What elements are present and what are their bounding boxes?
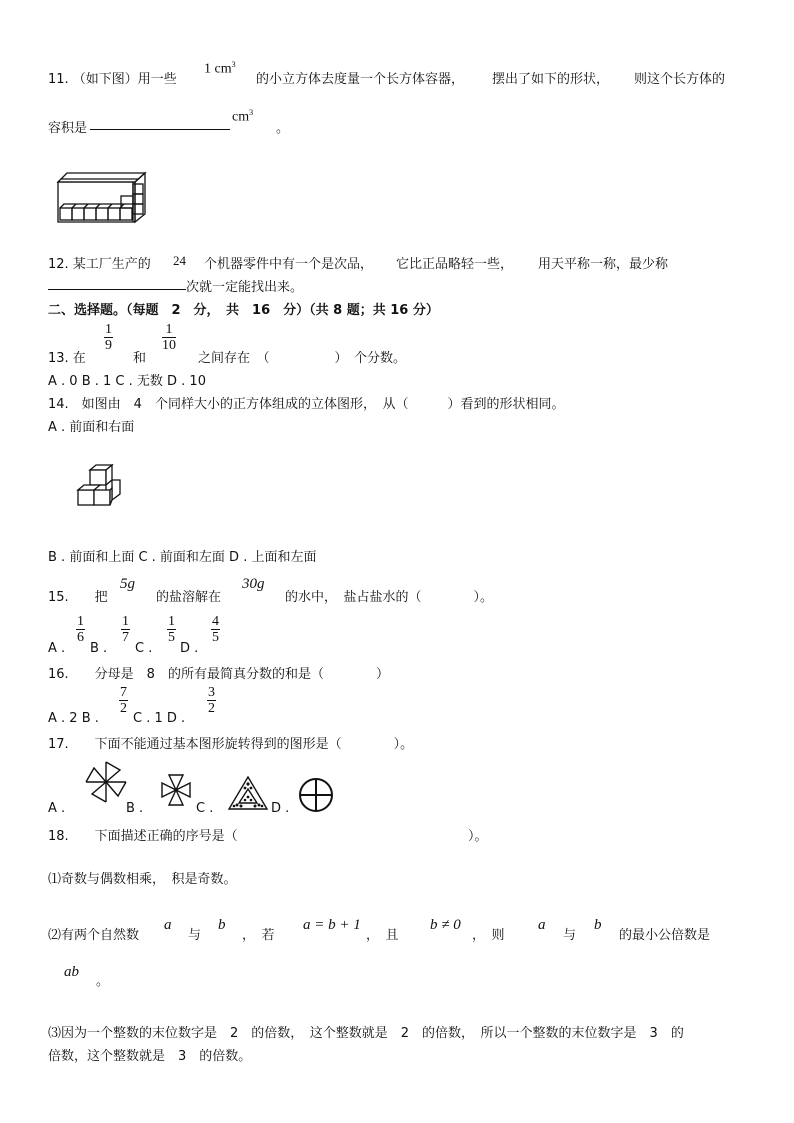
q18-statement-1: ⑴奇数与偶数相乘， 积是奇数。	[48, 872, 237, 887]
q15-salt-mass: 5g	[120, 576, 135, 592]
q13-fraction-1: $\frac{1}{9}$	[105, 322, 112, 353]
q16-fraction-d: $\frac{3}{2}$	[208, 685, 215, 716]
q12-num: 24	[173, 253, 186, 268]
flower-triangles-figure	[160, 773, 192, 807]
q17-opt-d: D .	[271, 801, 290, 816]
box-with-cubes-figure	[55, 170, 155, 225]
q13-and: 和	[133, 351, 147, 366]
q11-line2: 容积是	[48, 121, 88, 136]
cube-stack-figure	[74, 464, 124, 509]
q13-options: A . 0 B . 1 C . 无数 D . 10	[48, 374, 206, 389]
q15-fraction-a: $\frac{1}{6}$	[77, 614, 84, 645]
q15-suffix: 的水中， 盐占盐水的（ ）。	[285, 590, 494, 605]
q18-s2-neq: b ≠ 0	[430, 917, 461, 933]
q18-s2-with2: 与	[563, 928, 577, 943]
q15-fraction-b: $\frac{1}{7}$	[122, 614, 129, 645]
q18-s2-var-a: a	[164, 917, 172, 933]
q15-fraction-d: $\frac{4}{5}$	[212, 614, 219, 645]
q18-stem-end: ）。	[468, 829, 488, 844]
q17-stem: 17. 下面不能通过基本图形旋转得到的图形是（ ）。	[48, 737, 414, 752]
q18-s2-var-b2: b	[594, 917, 602, 933]
q15-opt-c: C .	[135, 641, 153, 656]
q17-opt-c: C .	[196, 801, 214, 816]
q18-s2-var-a2: a	[538, 917, 546, 933]
q12-line1c: 它比正品略轻一些，	[396, 257, 514, 272]
q15-opt-a: A .	[48, 641, 66, 656]
q18-s2-then: ， 则	[472, 928, 505, 943]
q18-s2-end: 的最小公倍数是	[619, 928, 711, 943]
q12-line2: 次就一定能找出来。	[186, 280, 304, 295]
q13-fraction-2: $\frac{1}{10}$	[162, 322, 176, 353]
q11-answer-blank[interactable]	[90, 129, 230, 130]
dotted-triangle-figure	[227, 775, 269, 811]
q15-mid: 的盐溶解在	[156, 590, 222, 605]
q12-answer-blank[interactable]	[48, 289, 186, 290]
q18-s2-ab: ab	[64, 964, 79, 980]
q13-prefix: 13. 在	[48, 351, 86, 366]
q11-ans-unit: $cm^3$	[232, 108, 254, 125]
section-title: 二、选择题。（每题 2 分， 共 16 分）（共 8 题；共 16 分）	[48, 303, 439, 318]
q14-option-a: A . 前面和右面	[48, 420, 135, 435]
q18-s3-line2: 倍数，这个整数就是 3 的倍数。	[48, 1049, 252, 1064]
q18-s2-with: 与	[188, 928, 202, 943]
q11-middle: 的小立方体去度量一个长方体容器，	[256, 72, 465, 87]
q18-stem: 18. 下面描述正确的序号是（	[48, 829, 238, 844]
q17-opt-a: A .	[48, 801, 66, 816]
q15-fraction-c: $\frac{1}{5}$	[168, 614, 175, 645]
q18-s2-if: ， 若	[242, 928, 275, 943]
pinwheel-figure	[84, 760, 128, 804]
q11-middle3: 则这个长方体的	[634, 72, 726, 87]
q16-fraction-b: $\frac{7}{2}$	[120, 685, 127, 716]
q12-line1d: 用天平称一称，最少称	[538, 257, 669, 272]
q16-stem: 16. 分母是 8 的所有最简真分数的和是（ ）	[48, 667, 389, 682]
q15-water-mass: 30g	[242, 576, 265, 592]
q14-stem: 14. 如图由 4 个同样大小的正方体组成的立体图形， 从（ ）看到的形状相同。	[48, 397, 565, 412]
q12-line1b: 个机器零件中有一个是次品，	[204, 257, 374, 272]
q16-opt-ab: A . 2 B .	[48, 711, 99, 726]
q12-line1a: 12. 某工厂生产的	[48, 257, 151, 272]
q11-unit: 1 $cm^3$	[204, 60, 236, 77]
q15-opt-b: B .	[90, 641, 108, 656]
q18-s2-eq: a = b + 1	[303, 917, 361, 933]
q13-suffix: 之间存在 （ ） 个分数。	[198, 351, 407, 366]
q16-opt-cd: C . 1 D .	[133, 711, 186, 726]
q18-s2-period: 。	[96, 974, 110, 989]
q18-s2-and: ， 且	[366, 928, 399, 943]
q11-end: 。	[276, 121, 290, 136]
q14-options-bcd: B . 前面和上面 C . 前面和左面 D . 上面和左面	[48, 550, 317, 565]
circle-cross-figure	[297, 776, 335, 814]
q11-prefix: 11. （如下图）用一些	[48, 72, 177, 87]
q15-prefix: 15. 把	[48, 590, 108, 605]
q17-opt-b: B .	[126, 801, 144, 816]
q18-s2-var-b: b	[218, 917, 226, 933]
q11-middle2: 摆出了如下的形状，	[492, 72, 610, 87]
q18-s3-line1: ⑶因为一个整数的末位数字是 2 的倍数， 这个整数就是 2 的倍数， 所以一个整数的末位数字是 3 的	[48, 1026, 684, 1041]
q18-s2-a: ⑵有两个自然数	[48, 928, 140, 943]
q15-opt-d: D .	[180, 641, 199, 656]
